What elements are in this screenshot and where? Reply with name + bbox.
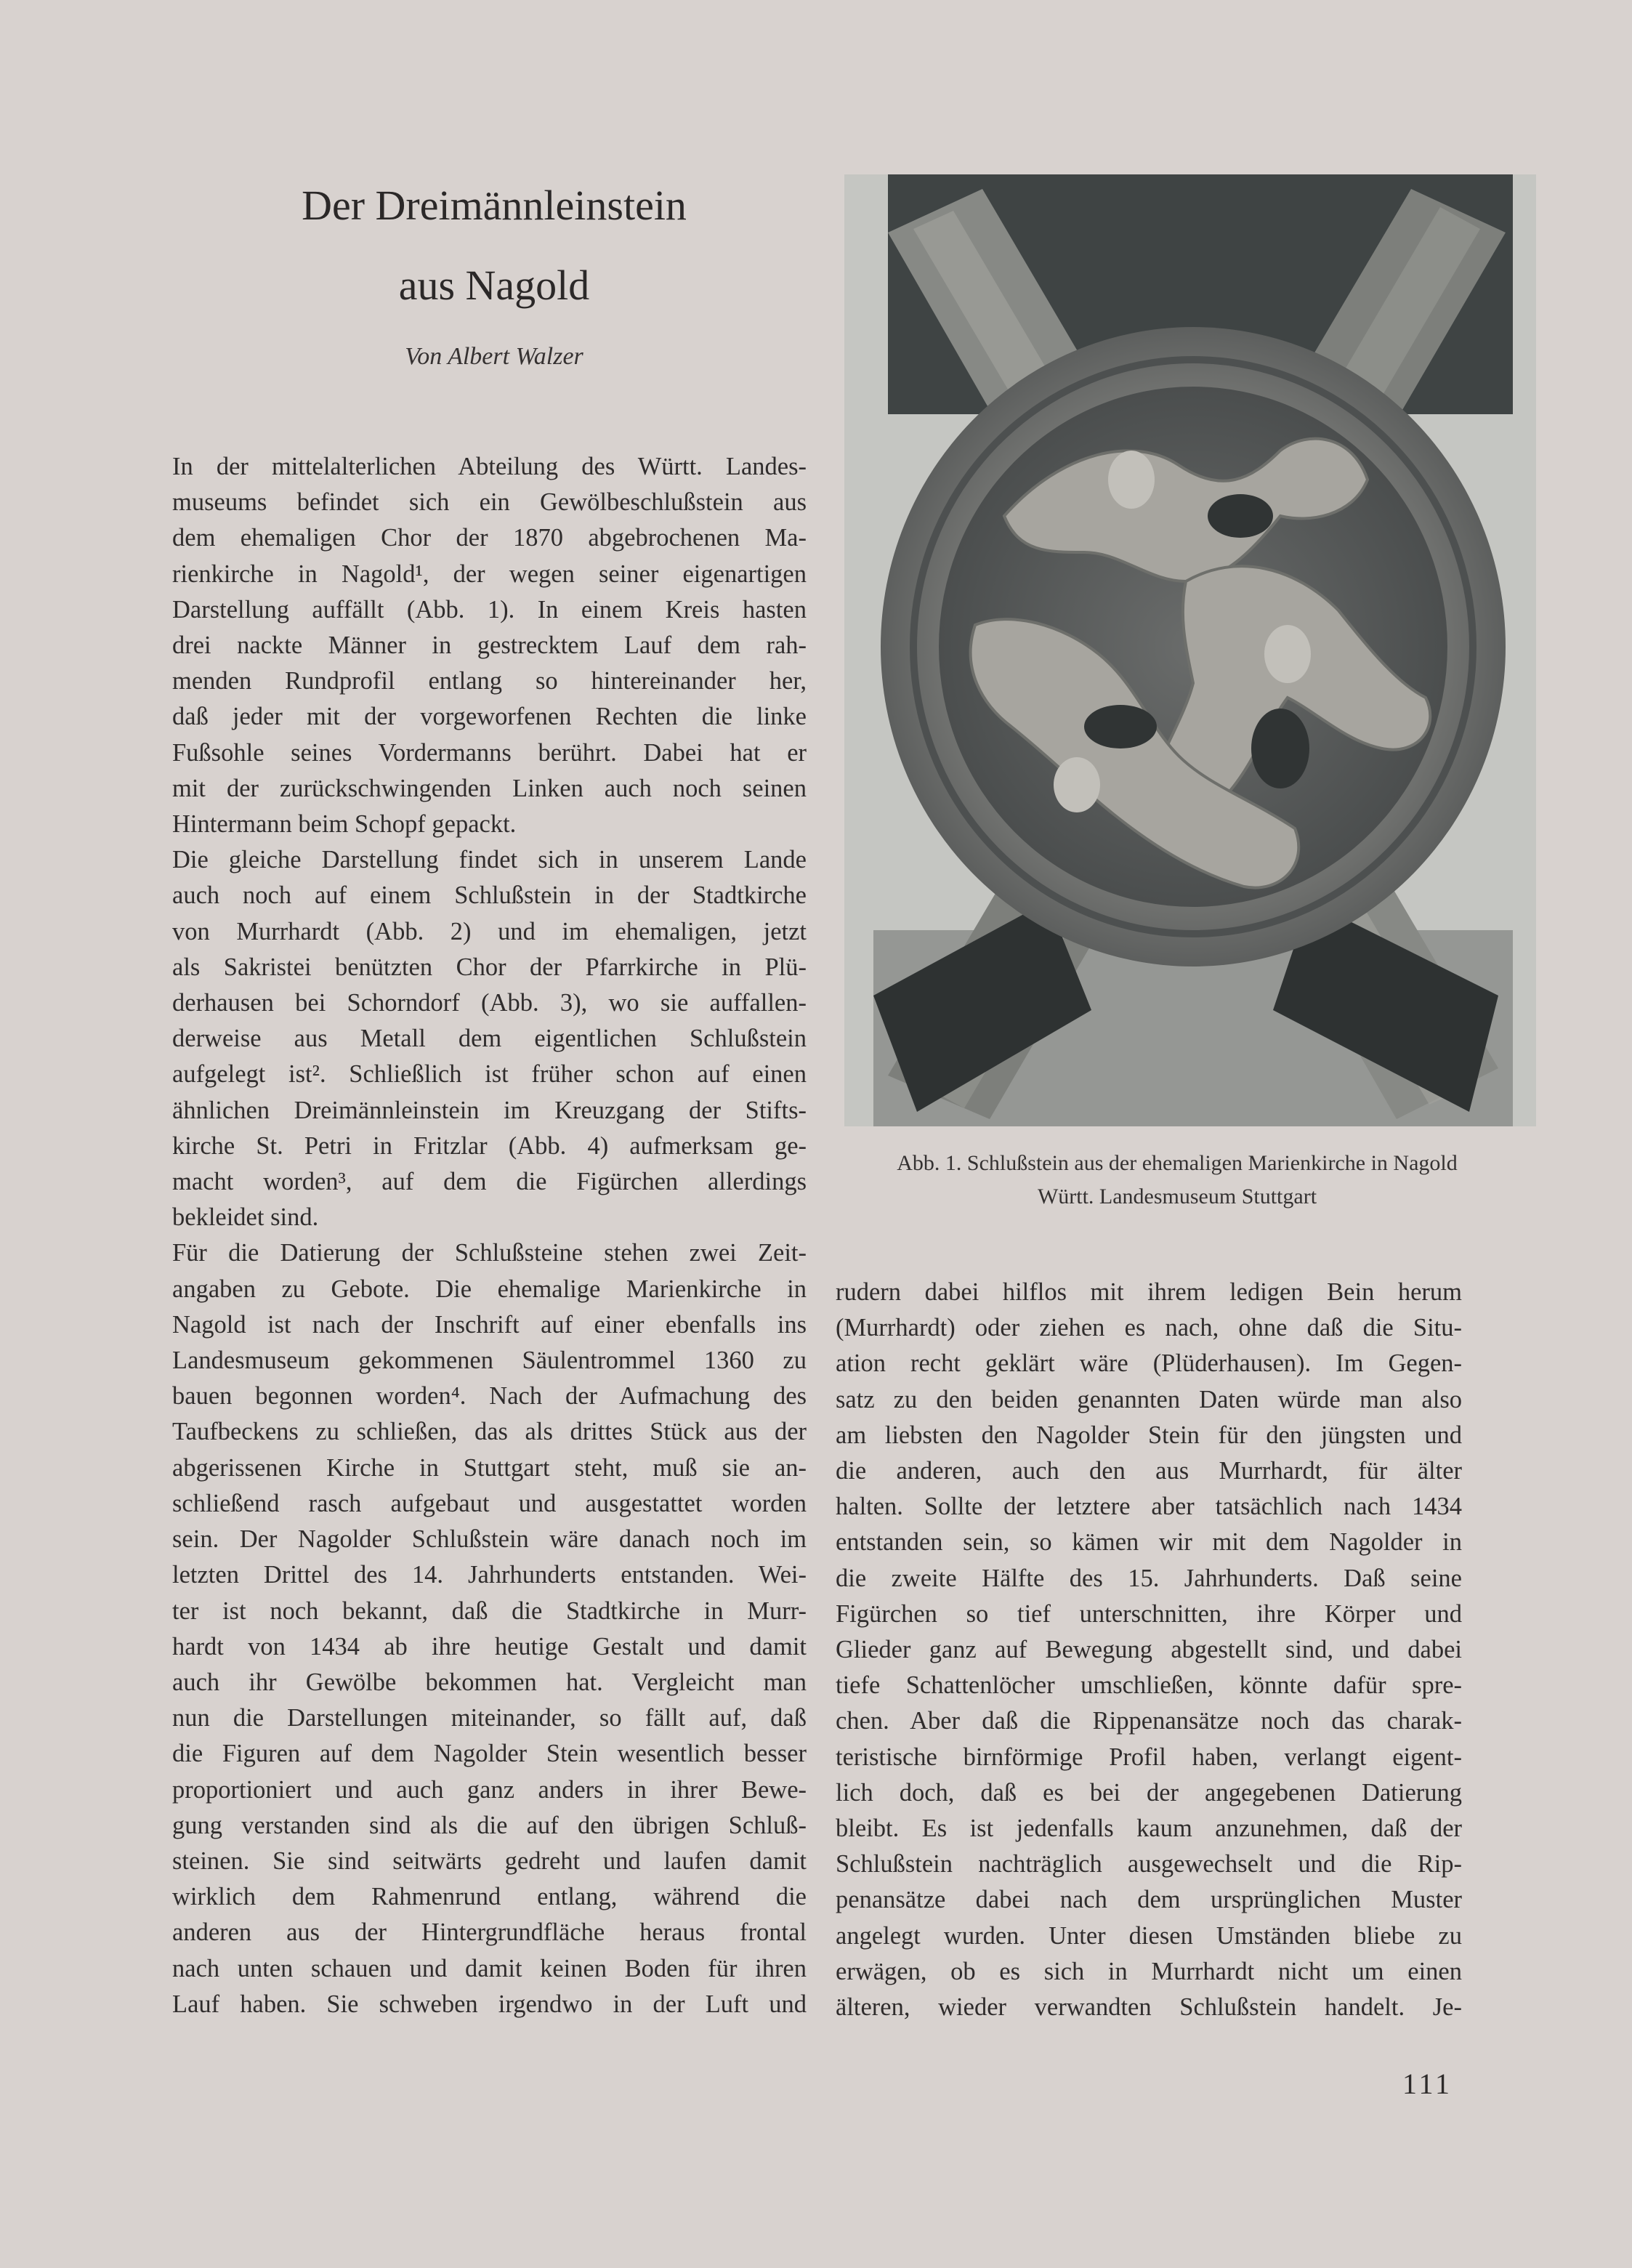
text-line: proportioniert und auch ganz anders in ihrer Bewe- [172, 1775, 807, 1804]
text-line: daß jeder mit der vorgeworfenen Rechten die linke [172, 703, 807, 731]
text-line: Für die Datierung der Schlußsteine stehen zwei Zeit- [172, 1239, 807, 1267]
text-line: halten. Sollte der letztere aber tatsächlich nach 1434 [836, 1493, 1462, 1521]
text-line: kirche St. Petri in Fritzlar (Abb. 4) aufmerksam ge- [172, 1131, 807, 1160]
text-line: teristische birnförmige Profil haben, verlangt eigent- [836, 1743, 1462, 1771]
text-line: Schlußstein nachträglich ausgewechselt und die Rip- [836, 1850, 1462, 1878]
left-text-column [172, 449, 807, 2022]
text-line: gung verstanden sind als die auf den übrigen Schluß- [172, 1811, 807, 1839]
text-line: mit der zurückschwingenden Linken auch noch seinen [172, 774, 807, 802]
text-line: nun die Darstellungen miteinander, so fällt auf, daß [172, 1704, 807, 1732]
text-line: penansätze dabei nach dem ursprünglichen Muster [836, 1886, 1462, 1914]
text-line: chen. Aber daß die Rippenansätze noch das charak- [836, 1707, 1462, 1735]
figure-photo-keystone [844, 174, 1536, 1126]
text-line: Hintermann beim Schopf gepackt. [172, 810, 517, 839]
text-line: rienkirche in Nagold¹, der wegen seiner eigenartigen [172, 560, 807, 588]
text-line: erwägen, ob es sich in Murrhardt nicht um einen [836, 1957, 1462, 1985]
text-line: Taufbeckens zu schließen, das als drittes Stück aus der [172, 1418, 807, 1446]
text-line: von Murrhardt (Abb. 2) und im ehemaligen, jetzt [172, 917, 807, 945]
text-line: menden Rundprofil entlang so hintereinander her, [172, 667, 807, 695]
text-line: dem ehemaligen Chor der 1870 abgebrochenen Ma- [172, 524, 807, 552]
text-line: In der mittelalterlichen Abteilung des Württ. Landes- [172, 453, 807, 480]
text-line: wirklich dem Rahmenrund entlang, während die [172, 1883, 807, 1911]
page-number: 111 [1402, 2067, 1453, 2100]
text-line: schließend rasch aufgebaut und ausgestattet worden [172, 1489, 807, 1517]
text-line: Darstellung auffällt (Abb. 1). In einem Kreis hasten [172, 595, 807, 624]
text-line: Lauf haben. Sie schweben irgendwo in der Luft und [172, 1990, 807, 2018]
text-line: ähnlichen Dreimännleinstein im Kreuzgang der Stifts- [172, 1096, 807, 1124]
text-line: entstanden sein, so kämen wir mit dem Nagolder in [836, 1528, 1462, 1557]
figure-caption [836, 1147, 1519, 1214]
text-line: auch ihr Gewölbe bekommen hat. Vergleicht man [172, 1668, 807, 1696]
text-line: Figürchen so tief unterschnitten, ihre Körper und [836, 1599, 1462, 1628]
author-byline: Von Albert Walzer [405, 343, 583, 370]
text-line: sein. Der Nagolder Schlußstein wäre danach noch im [172, 1525, 807, 1554]
text-line: am liebsten den Nagolder Stein für den jüngsten und [836, 1421, 1462, 1449]
title-line-1: Der Dreimännleinstein [302, 182, 687, 229]
text-line: bleibt. Es ist jedenfalls kaum anzunehmen, daß der [836, 1815, 1462, 1843]
text-line: anderen aus der Hintergrundfläche heraus frontal [172, 1918, 807, 1947]
text-line: als Sakristei benützten Chor der Pfarrkirche in Plü- [172, 953, 807, 981]
text-line: steinen. Sie sind seitwärts gedreht und laufen damit [172, 1847, 807, 1875]
article-title [167, 166, 821, 326]
text-line: rudern dabei hilflos mit ihrem ledigen Bein herum [836, 1278, 1462, 1306]
text-line: satz zu den beiden genannten Daten würde man also [836, 1385, 1462, 1413]
text-line: nach unten schauen und damit keinen Boden für ihren [172, 1954, 807, 1982]
text-line: Fußsohle seines Vordermanns berührt. Dabei hat er [172, 738, 807, 767]
caption-line-1: Abb. 1. Schlußstein aus der ehemaligen Marienkirche in Nagold [897, 1151, 1458, 1175]
text-line: museums befindet sich ein Gewölbeschlußstein aus [172, 488, 807, 517]
text-line: derweise aus Metall dem eigentlichen Schlußstein [172, 1025, 807, 1053]
caption-line-2: Württ. Landesmuseum Stuttgart [1037, 1185, 1317, 1208]
text-line: letzten Drittel des 14. Jahrhunderts entstanden. Wei- [172, 1561, 807, 1589]
text-line: die Figuren auf dem Nagolder Stein wesentlich besser [172, 1740, 807, 1768]
keystone-photo-illustration [844, 174, 1536, 1126]
text-line: Glieder ganz auf Bewegung abgestellt sind, und dabei [836, 1636, 1462, 1664]
text-line: die zweite Hälfte des 15. Jahrhunderts. Daß seine [836, 1564, 1462, 1592]
text-line: derhausen bei Schorndorf (Abb. 3), wo sie auffallen- [172, 989, 807, 1017]
text-line: abgerissenen Kirche in Stuttgart steht, muß sie an- [172, 1453, 807, 1482]
text-line: Nagold ist nach der Inschrift auf einer ebenfalls ins [172, 1310, 807, 1339]
text-line: bekleidet sind. [172, 1203, 319, 1232]
text-line: bauen begonnen worden⁴. Nach der Aufmachung des [172, 1382, 807, 1411]
text-line: ter ist noch bekannt, daß die Stadtkirche in Murr- [172, 1597, 807, 1625]
text-line: hardt von 1434 ab ihre heutige Gestalt und damit [172, 1632, 807, 1660]
title-line-2: aus Nagold [398, 262, 590, 309]
text-line: macht worden³, auf dem die Figürchen allerdings [172, 1168, 807, 1196]
text-line: älteren, wieder verwandten Schlußstein handelt. Je- [836, 1993, 1462, 2022]
text-line: ation recht geklärt wäre (Plüderhausen). Im Gegen- [836, 1349, 1462, 1378]
text-line: tiefe Schattenlöcher umschließen, könnte dafür spre- [836, 1671, 1462, 1700]
text-line: aufgelegt ist². Schließlich ist früher schon auf einen [172, 1060, 807, 1089]
text-line: drei nackte Männer in gestrecktem Lauf dem rah- [172, 631, 807, 660]
text-line: Die gleiche Darstellung findet sich in unserem Lande [172, 846, 807, 874]
text-line: die anderen, auch den aus Murrhardt, für älter [836, 1457, 1462, 1485]
right-text-column [836, 1275, 1462, 2025]
text-line: Landesmuseum gekommenen Säulentrommel 1360 zu [172, 1347, 807, 1375]
text-line: angaben zu Gebote. Die ehemalige Marienkirche in [172, 1275, 807, 1303]
text-line: angelegt wurden. Unter diesen Umständen bliebe zu [836, 1921, 1462, 1950]
text-line: auch noch auf einem Schlußstein in der Stadtkirche [172, 881, 807, 910]
text-line: (Murrhardt) oder ziehen es nach, ohne daß die Situ- [836, 1314, 1462, 1342]
text-line: lich doch, daß es bei der angegebenen Datierung [836, 1778, 1462, 1807]
